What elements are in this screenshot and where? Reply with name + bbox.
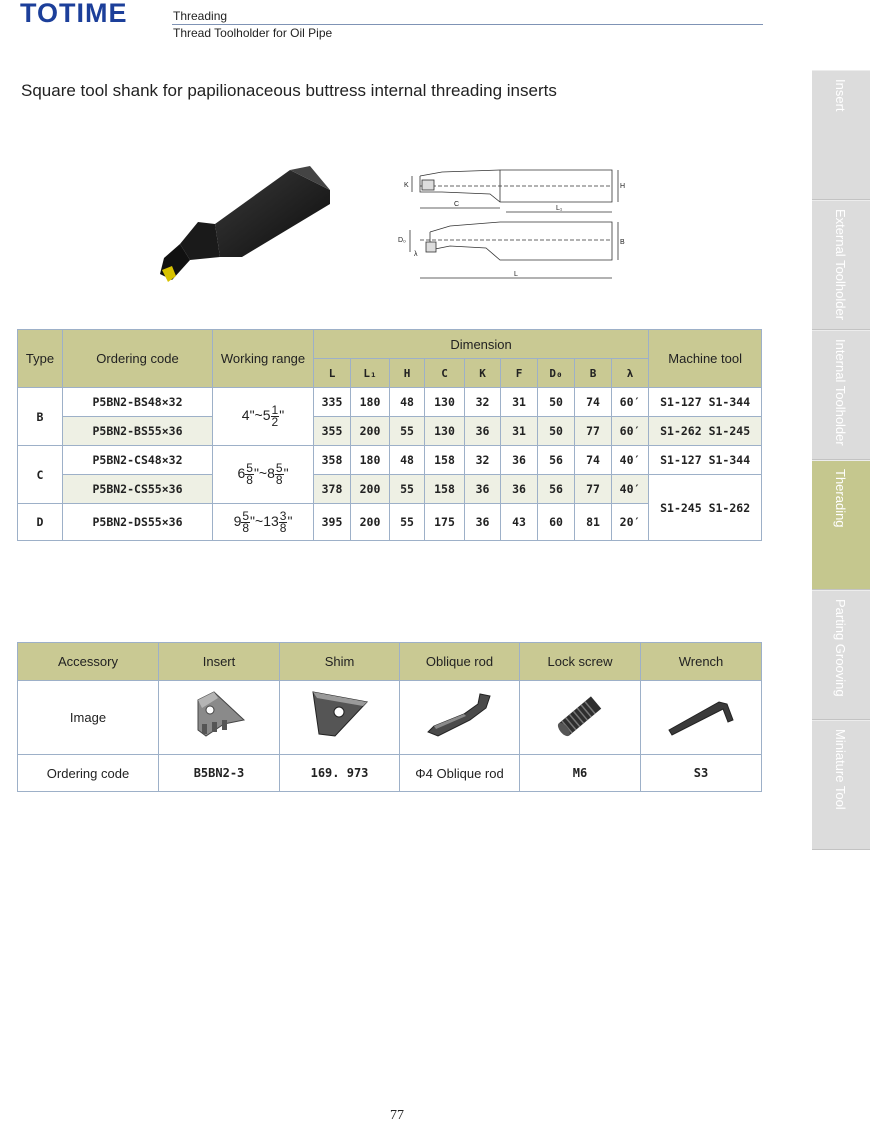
side-tab-label: Parting Grooving	[833, 599, 848, 697]
dim-header: F	[501, 359, 538, 388]
dim-cell: 36	[465, 417, 501, 446]
header-rule	[172, 24, 763, 25]
dim-cell: 200	[351, 417, 390, 446]
accessory-header: Wrench	[641, 643, 762, 681]
image-row-label: Image	[18, 681, 159, 755]
dim-cell: 60′	[612, 388, 649, 417]
side-tab-label: Miniature Tool	[833, 729, 848, 810]
dim-label-l: L	[514, 271, 518, 278]
dim-cell: 175	[425, 504, 465, 541]
accessory-header: Accessory	[18, 643, 159, 681]
dim-cell: 378	[314, 475, 351, 504]
range-middle: "~13	[250, 512, 279, 529]
header-working-range: Working range	[213, 330, 314, 388]
range-start-whole: 6	[237, 465, 246, 481]
side-tab-external-toolholder[interactable]	[812, 200, 870, 330]
dim-cell: 32	[465, 446, 501, 475]
image-row	[18, 681, 762, 755]
range-inch-mark: "	[283, 465, 289, 481]
side-tab-internal-toolholder[interactable]	[812, 330, 870, 460]
dim-cell: 32	[465, 388, 501, 417]
dim-cell: 55	[390, 417, 425, 446]
accessory-header: Insert	[159, 643, 280, 681]
dim-cell: 335	[314, 388, 351, 417]
page-number: 77	[390, 1108, 404, 1123]
dimension-drawing	[390, 160, 630, 285]
dim-cell: 180	[351, 446, 390, 475]
dim-cell: 77	[575, 475, 612, 504]
dim-label-l1: L₁	[556, 205, 563, 212]
ordering-code-cell: P5BN2-CS48×32	[63, 446, 213, 475]
dim-cell: 36	[501, 475, 538, 504]
header-dimension: Dimension	[314, 330, 649, 359]
type-cell: D	[18, 504, 63, 541]
machine-tool-cell: S1-245 S1-262	[649, 475, 762, 541]
dim-cell: 74	[575, 446, 612, 475]
dim-cell: 60′	[612, 417, 649, 446]
working-range-cell	[213, 504, 314, 541]
range-start-fraction: $\frac{5}{8}$	[246, 461, 253, 487]
side-tab-label: Insert	[833, 79, 848, 112]
dim-cell: 158	[425, 475, 465, 504]
table-row	[18, 417, 762, 446]
dim-cell: 180	[351, 388, 390, 417]
dim-cell: 60	[538, 504, 575, 541]
range-inch-mark: "	[287, 512, 293, 529]
side-tab-label: Therading	[833, 469, 848, 528]
spec-table	[17, 329, 762, 541]
side-tab-therading[interactable]	[812, 460, 870, 590]
dim-cell: 36	[465, 504, 501, 541]
range-start: 4"	[241, 407, 255, 423]
ordering-code-cell: P5BN2-BS55×36	[63, 417, 213, 446]
type-cell: C	[18, 446, 63, 504]
ordering-code-cell: P5BN2-BS48×32	[63, 388, 213, 417]
header-ordering-code: Ordering code	[63, 330, 213, 388]
wrench-image-cell	[641, 681, 762, 755]
machine-tool-cell: S1-127 S1-344	[649, 446, 762, 475]
range-start-whole: 9	[233, 512, 242, 529]
dim-cell: 55	[390, 475, 425, 504]
range-inch-mark: "	[279, 407, 285, 423]
table-row	[18, 475, 762, 504]
oblique-rod-image-cell	[400, 681, 520, 755]
dim-cell: 55	[390, 504, 425, 541]
dim-cell: 43	[501, 504, 538, 541]
range-end-fraction: $\frac{1}{2}$	[271, 403, 279, 429]
page-heading: Square tool shank for papilionaceous buttress internal threading inserts	[21, 81, 557, 100]
dim-cell: 48	[390, 446, 425, 475]
range-end-fraction: $\frac{5}{8}$	[275, 461, 283, 487]
range-end-whole: 5	[262, 407, 271, 423]
side-tab-parting-grooving[interactable]	[812, 590, 870, 720]
dim-cell: 31	[501, 417, 538, 446]
oblique-rod-code: Φ4 Oblique rod	[400, 755, 520, 792]
dim-header: L₁	[351, 359, 390, 388]
dim-cell: 358	[314, 446, 351, 475]
dim-cell: 74	[575, 388, 612, 417]
type-cell: B	[18, 388, 63, 446]
dim-label-b: B	[620, 239, 625, 246]
insert-image	[184, 686, 254, 746]
dim-cell: 50	[538, 388, 575, 417]
code-row	[18, 755, 762, 792]
dim-cell: 36	[465, 475, 501, 504]
dim-cell: 40′	[612, 475, 649, 504]
ordering-code-cell: P5BN2-CS55×36	[63, 475, 213, 504]
dim-cell: 200	[351, 504, 390, 541]
insert-image-cell	[159, 681, 280, 755]
accessory-header: Lock screw	[520, 643, 641, 681]
dim-cell: 200	[351, 475, 390, 504]
dim-header: H	[390, 359, 425, 388]
range-middle: "~8	[253, 465, 275, 481]
ordering-code-cell: P5BN2-DS55×36	[63, 504, 213, 541]
machine-tool-cell: S1-262 S1-245	[649, 417, 762, 446]
dim-cell: 31	[501, 388, 538, 417]
section-title: Threading	[173, 9, 228, 23]
lock-screw-image-cell	[520, 681, 641, 755]
dim-cell: 77	[575, 417, 612, 446]
shim-image	[305, 686, 375, 746]
accessory-header: Shim	[280, 643, 400, 681]
shim-image-cell	[280, 681, 400, 755]
side-tab-miniature-tool[interactable]	[812, 720, 870, 850]
dim-cell: 56	[538, 475, 575, 504]
accessory-table	[17, 642, 762, 792]
dim-header: L	[314, 359, 351, 388]
dim-cell: 20′	[612, 504, 649, 541]
insert-code: B5BN2-3	[159, 755, 280, 792]
working-range-cell	[213, 446, 314, 504]
dim-cell: 36	[501, 446, 538, 475]
dim-header: λ	[612, 359, 649, 388]
wrench-code: S3	[641, 755, 762, 792]
side-tab-label: Internal Toolholder	[833, 339, 848, 446]
toolholder-product-image	[150, 162, 360, 292]
dim-label-lambda: λ	[414, 251, 418, 258]
machine-tool-cell: S1-127 S1-344	[649, 388, 762, 417]
dim-cell: 81	[575, 504, 612, 541]
lock-screw-image	[545, 686, 615, 746]
dim-cell: 130	[425, 388, 465, 417]
range-separator: ~	[254, 407, 263, 423]
dim-header: K	[465, 359, 501, 388]
dim-cell: 158	[425, 446, 465, 475]
working-range-cell	[213, 388, 314, 446]
dim-header: B	[575, 359, 612, 388]
dim-label-do: D₀	[398, 237, 406, 244]
brand-logo: TOTIME	[20, 0, 128, 28]
dim-cell: 48	[390, 388, 425, 417]
range-end-fraction: $\frac{3}{8}$	[279, 508, 287, 535]
dim-cell: 50	[538, 417, 575, 446]
shim-code: 169. 973	[280, 755, 400, 792]
section-subtitle: Thread Toolholder for Oil Pipe	[173, 26, 333, 40]
dim-label-h: H	[620, 183, 626, 190]
dim-cell: 395	[314, 504, 351, 541]
table-row	[18, 388, 762, 417]
range-start-fraction: $\frac{5}{8}$	[242, 508, 250, 535]
dim-cell: 40′	[612, 446, 649, 475]
dim-header: C	[425, 359, 465, 388]
dim-cell: 130	[425, 417, 465, 446]
dim-header: D₀	[538, 359, 575, 388]
wrench-image	[661, 686, 741, 746]
header-type: Type	[18, 330, 63, 388]
dim-cell: 56	[538, 446, 575, 475]
table-row	[18, 446, 762, 475]
side-tab-nav	[812, 70, 870, 850]
side-tab-label: External Toolholder	[833, 209, 848, 321]
oblique-rod-image	[420, 686, 500, 746]
code-row-label: Ordering code	[18, 755, 159, 792]
accessory-header: Oblique rod	[400, 643, 520, 681]
dim-cell: 355	[314, 417, 351, 446]
dim-label-k: K	[404, 182, 409, 189]
lock-screw-code: M6	[520, 755, 641, 792]
side-tab-insert[interactable]	[812, 70, 870, 200]
header-machine-tool: Machine tool	[649, 330, 762, 388]
dim-label-c: C	[454, 201, 460, 208]
